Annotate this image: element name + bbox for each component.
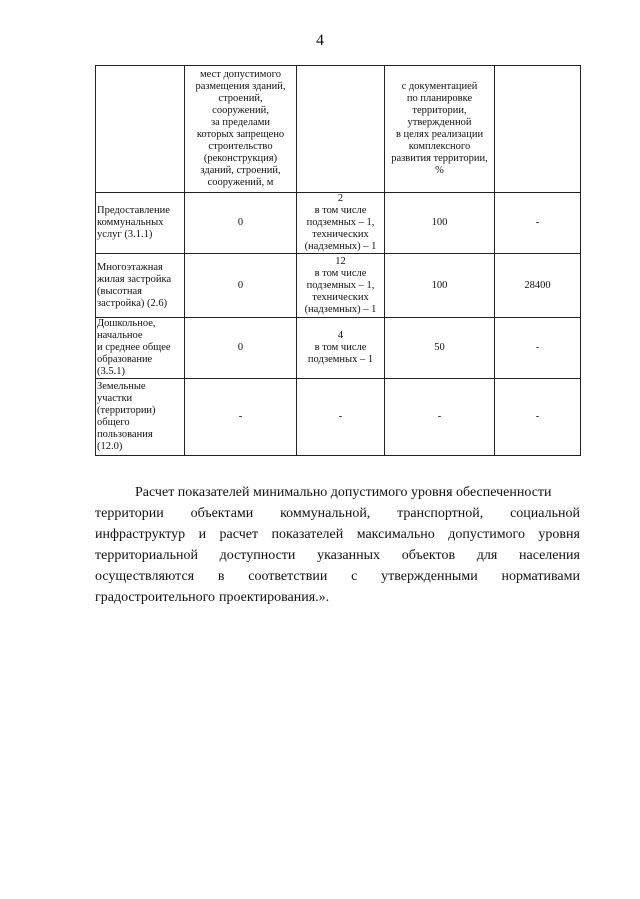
table-cell: - bbox=[297, 379, 385, 456]
table-header-cell: с документацией по планировке территории, утвержденной в целях реализации комплексного развития территории, % bbox=[385, 66, 495, 193]
table-header-row bbox=[96, 66, 581, 193]
paragraph-line: градостроительного проектирования.». bbox=[95, 590, 330, 605]
table-header-cell bbox=[297, 66, 385, 193]
table-header-cell: мест допустимого размещения зданий, строений, сооружений, за пределами которых запрещено строительство (реконструкция) зданий, строений, сооружений, м bbox=[185, 66, 297, 193]
table-cell: 4 в том числе подземных – 1 bbox=[297, 318, 385, 379]
paragraph-line: инфраструктур и расчет показателей максимально допустимого уровня bbox=[95, 527, 580, 542]
paragraph-line: осуществляются в соответствии с утвержденными нормативами bbox=[95, 569, 580, 584]
page-number: 4 bbox=[316, 32, 324, 49]
table-cell: 0 bbox=[185, 318, 297, 379]
table-cell: - bbox=[495, 193, 581, 254]
land-use-parameters-table bbox=[95, 65, 581, 456]
table-cell: - bbox=[385, 379, 495, 456]
table-header-cell bbox=[96, 66, 185, 193]
table-header-cell bbox=[495, 66, 581, 193]
table-cell: 0 bbox=[185, 254, 297, 318]
table-row bbox=[96, 318, 581, 379]
table-cell: 100 bbox=[385, 254, 495, 318]
table-cell: 100 bbox=[385, 193, 495, 254]
paragraph-line: территориальной доступности указанных объектов для населения bbox=[95, 548, 580, 563]
table-cell: - bbox=[185, 379, 297, 456]
paragraph-line: Расчет показателей минимально допустимого уровня обеспеченности bbox=[135, 485, 552, 500]
table-cell: 12 в том числе подземных – 1, технических (надземных) – 1 bbox=[297, 254, 385, 318]
table-cell: - bbox=[495, 379, 581, 456]
body-paragraph bbox=[95, 482, 580, 608]
table-cell: Многоэтажная жилая застройка (высотная застройка) (2.6) bbox=[96, 254, 185, 318]
table-cell: Земельные участки (территории) общего пользования (12.0) bbox=[96, 379, 185, 456]
table-cell: Дошкольное, начальное и среднее общее образование (3.5.1) bbox=[96, 318, 185, 379]
table-row bbox=[96, 254, 581, 318]
table-row bbox=[96, 193, 581, 254]
table-cell: 0 bbox=[185, 193, 297, 254]
table-cell: - bbox=[495, 318, 581, 379]
table-cell: 28400 bbox=[495, 254, 581, 318]
table-row bbox=[96, 379, 581, 456]
paragraph-line: территории объектами коммунальной, транспортной, социальной bbox=[95, 506, 580, 521]
table-cell: 50 bbox=[385, 318, 495, 379]
table-cell: Предоставление коммунальных услуг (3.1.1) bbox=[96, 193, 185, 254]
table-cell: 2 в том числе подземных – 1, технических (надземных) – 1 bbox=[297, 193, 385, 254]
